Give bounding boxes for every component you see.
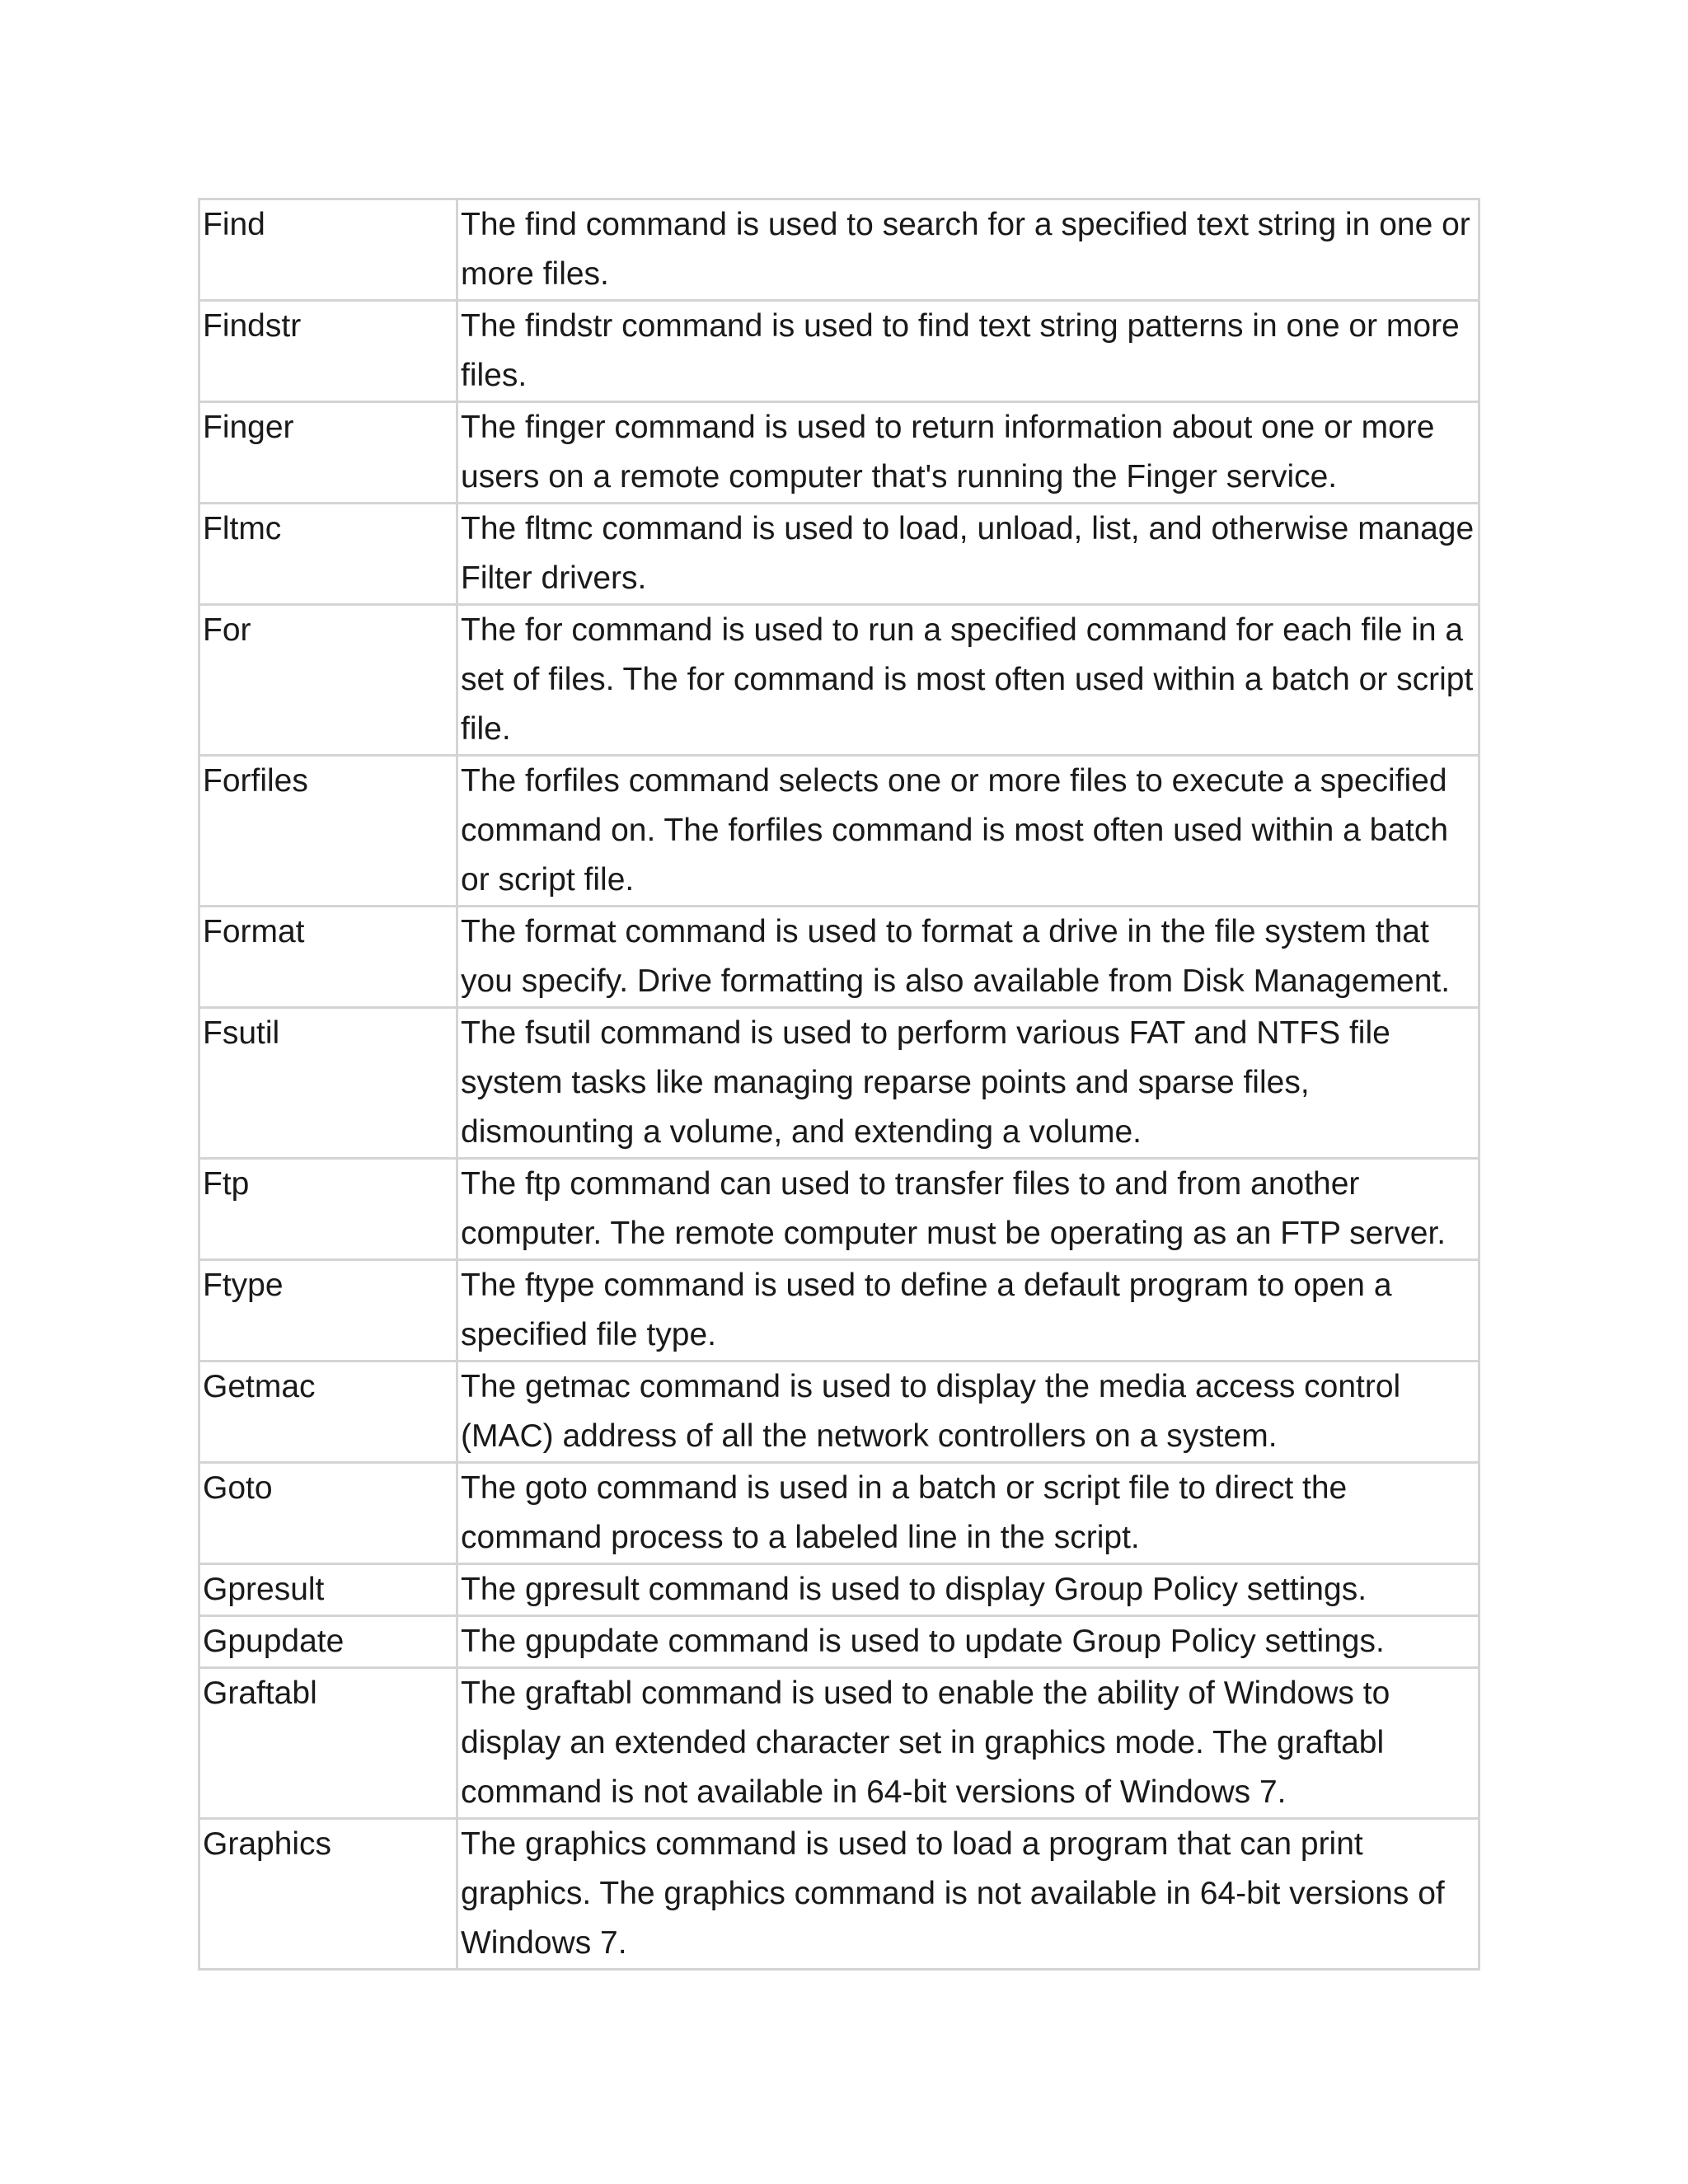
command-name: Finger (199, 402, 457, 504)
table-row (199, 504, 1479, 605)
command-name: Goto (199, 1463, 457, 1564)
table-row (199, 1159, 1479, 1260)
table-row (199, 1361, 1479, 1463)
table-row (199, 1260, 1479, 1361)
command-description: The ftp command can used to transfer files to and from another computer. The remote computer must be operating as an FTP server. (457, 1159, 1479, 1260)
command-description: The graftabl command is used to enable the ability of Windows to display an extended character set in graphics mode. The graftabl command is not available in 64-bit versions of Windows 7. (457, 1668, 1479, 1819)
command-description: The format command is used to format a drive in the file system that you specify. Drive formatting is also available from Disk Management. (457, 907, 1479, 1008)
command-name: Findstr (199, 301, 457, 402)
table-row (199, 199, 1479, 301)
command-name: Gpupdate (199, 1616, 457, 1668)
command-table (198, 198, 1480, 1971)
command-name: Graftabl (199, 1668, 457, 1819)
command-description: The gpupdate command is used to update Group Policy settings. (457, 1616, 1479, 1668)
command-name: Fsutil (199, 1008, 457, 1159)
table-row (199, 1564, 1479, 1616)
command-description: The findstr command is used to find text string patterns in one or more files. (457, 301, 1479, 402)
command-description: The finger command is used to return information about one or more users on a remote computer that's running the Finger service. (457, 402, 1479, 504)
table-row (199, 907, 1479, 1008)
command-name: Forfiles (199, 756, 457, 907)
command-name: Ftp (199, 1159, 457, 1260)
table-row (199, 301, 1479, 402)
table-row (199, 605, 1479, 756)
command-description: The gpresult command is used to display Group Policy settings. (457, 1564, 1479, 1616)
command-description: The for command is used to run a specified command for each file in a set of files. The for command is most often used within a batch or script file. (457, 605, 1479, 756)
table-row (199, 1008, 1479, 1159)
table-row (199, 1819, 1479, 1970)
command-description: The fsutil command is used to perform various FAT and NTFS file system tasks like managing reparse points and sparse files, dismounting a volume, and extending a volume. (457, 1008, 1479, 1159)
table-row (199, 402, 1479, 504)
command-name: Find (199, 199, 457, 301)
command-description: The fltmc command is used to load, unload, list, and otherwise manage Filter drivers. (457, 504, 1479, 605)
command-description: The graphics command is used to load a program that can print graphics. The graphics command is not available in 64-bit versions of Windows 7. (457, 1819, 1479, 1970)
table-row (199, 1463, 1479, 1564)
command-description: The forfiles command selects one or more files to execute a specified command on. The forfiles command is most often used within a batch or script file. (457, 756, 1479, 907)
command-name: Ftype (199, 1260, 457, 1361)
command-name: Gpresult (199, 1564, 457, 1616)
table-row (199, 1616, 1479, 1668)
command-description: The getmac command is used to display the media access control (MAC) address of all the network controllers on a system. (457, 1361, 1479, 1463)
command-description: The ftype command is used to define a default program to open a specified file type. (457, 1260, 1479, 1361)
command-name: For (199, 605, 457, 756)
command-table-body (199, 199, 1479, 1970)
command-name: Graphics (199, 1819, 457, 1970)
command-name: Fltmc (199, 504, 457, 605)
command-description: The find command is used to search for a specified text string in one or more files. (457, 199, 1479, 301)
table-row (199, 756, 1479, 907)
table-row (199, 1668, 1479, 1819)
command-name: Getmac (199, 1361, 457, 1463)
command-description: The goto command is used in a batch or script file to direct the command process to a labeled line in the script. (457, 1463, 1479, 1564)
command-name: Format (199, 907, 457, 1008)
